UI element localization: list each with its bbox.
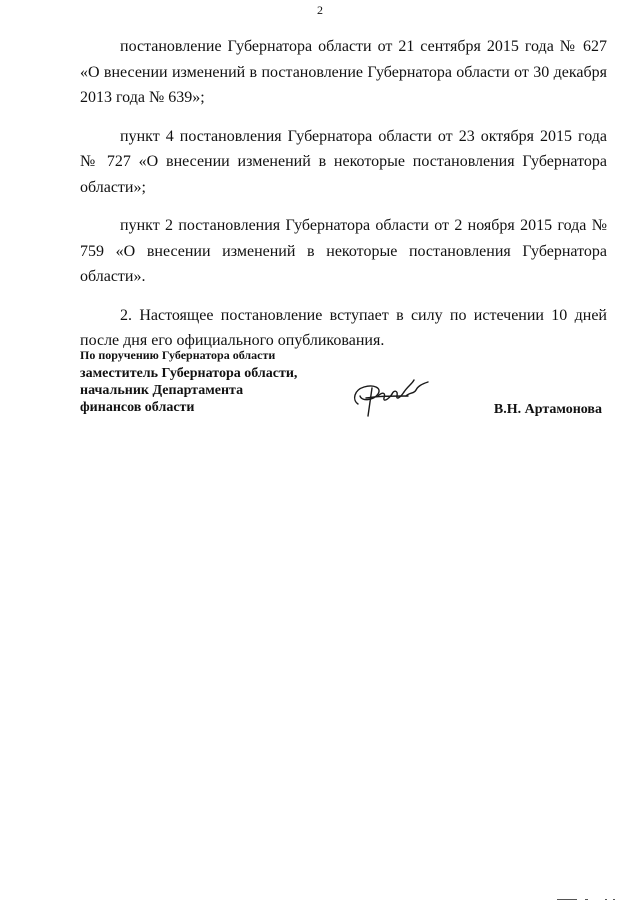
handwritten-signature-icon	[348, 374, 432, 418]
signature-authority-line: По поручению Губернатора области	[80, 348, 276, 362]
document-body	[80, 34, 607, 354]
signatory-title-line: заместитель Губернатора области,	[80, 366, 298, 381]
signature-block	[80, 348, 610, 428]
signatory-title-line: финансов области	[80, 400, 195, 415]
paragraph-decree-727: пункт 4 постановления Губернатора области от 23 октября 2015 года № 727 «О внесении изменений в некоторые постановления Губернатора области»;	[80, 127, 607, 196]
signatory-title-line: начальник Департамента	[80, 383, 244, 398]
paragraph-decree-759: пункт 2 постановления Губернатора области от 2 ноября 2015 года № 759 «О внесении изменений в некоторые постановления Губернатора области».	[80, 217, 607, 285]
paragraph-effective-date: 2. Настоящее постановление вступает в силу по истечении 10 дней после дня его официального опубликования.	[80, 306, 607, 349]
scan-artifact-marks	[555, 898, 635, 901]
paragraph-decree-627: постановление Губернатора области от 21 сентября 2015 года № 627 «О внесении изменений в постановление Губернатора области от 30 декабря 2013 года № 639»;	[80, 38, 607, 106]
signatory-name: В.Н. Артамонова	[493, 402, 602, 417]
page-number: 2	[317, 3, 323, 17]
